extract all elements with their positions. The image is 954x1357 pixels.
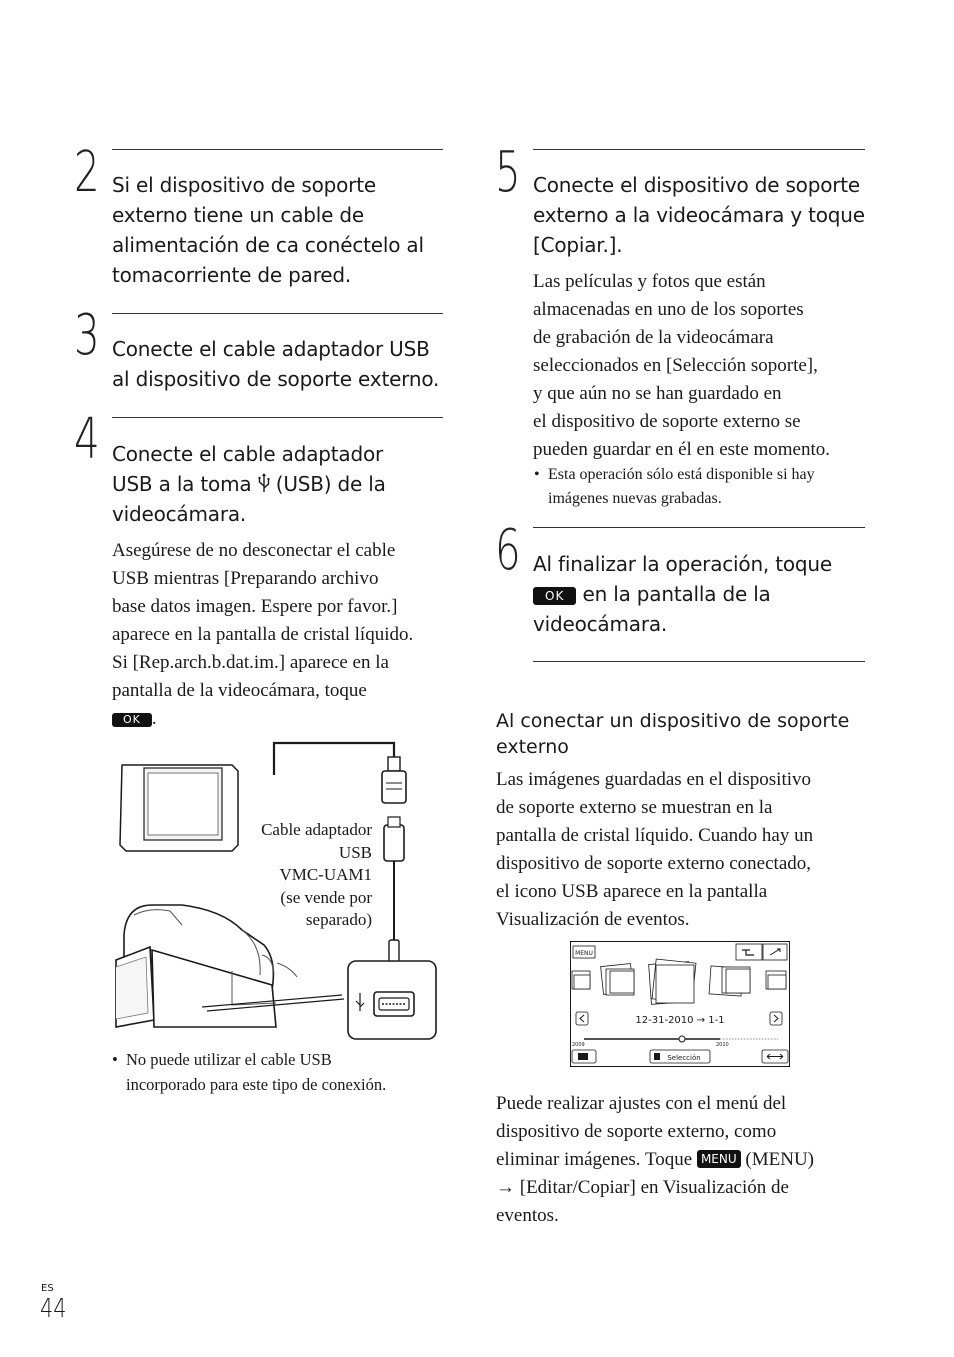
step2-heading: Si el dispositivo de soporte externo tiene un cable de alimentación de ca conéctelo al tomacorriente de pared. (112, 173, 424, 287)
bullet: • (534, 466, 540, 483)
prev-event-button (576, 1012, 588, 1025)
step4-note: • No puede utilizar el cable USB incorporado para este tipo de conexión. (126, 1047, 456, 1097)
cable-caption: Cable adaptador USB VMC-UAM1 (se vende por separado) (261, 820, 372, 929)
step3-heading: Conecte el cable adaptador USB al dispositivo de soporte externo. (112, 337, 440, 391)
step5-heading: Conecte el dispositivo de soporte externo a la videocámara y toque [Copiar.]. (533, 173, 865, 257)
external-drive (120, 765, 238, 851)
step4-heading: Conecte el cable adaptador USB a la toma (USB) de la videocámara. (112, 442, 386, 526)
step6-heading: Al finalizar la operación, toque OK en la pantalla de la videocámara. (533, 552, 832, 636)
section-subhead: Al conectar un dispositivo de soporte externo (496, 710, 850, 758)
step5-number: 5 (495, 140, 521, 205)
page-number: 44 (40, 1294, 67, 1324)
step3-rule (112, 313, 443, 314)
menu-button-icon: MENU (697, 1150, 741, 1168)
page-language-code: ES (41, 1283, 54, 1294)
screen-menu-label: MENU (575, 950, 593, 957)
usb-plug (382, 757, 406, 974)
ok-button-icon: OK (112, 713, 152, 727)
step6-end-rule (533, 661, 865, 662)
usb-icon (258, 473, 270, 493)
next-event-button (770, 1012, 782, 1025)
step3-number: 3 (74, 303, 100, 368)
timeline-start-year: 2009 (572, 1042, 585, 1048)
step4-body: Asegúrese de no desconectar el cable USB mientras [Preparando archivo base datos imagen. Espere por favor.] aparece en la pantalla de cristal líquido. Si [Rep.arch.b.dat.im.] aparece en la pantalla de la videocámara, toque OK . (112, 540, 414, 729)
step5-note: • Esta operación sólo está disponible si hay imágenes nuevas grabadas. (548, 463, 868, 511)
step6-number: 6 (495, 518, 521, 583)
screen-date-range: 12-31-2010 → 1-1 (635, 1015, 725, 1026)
step2-number: 2 (74, 140, 100, 205)
section-para2: Puede realizar ajustes con el menú del dispositivo de soporte externo, como eliminar imágenes. Toque MENU (MENU) → [Editar/Copiar] en Visualización de eventos. (496, 1093, 814, 1226)
step4-rule (112, 417, 443, 418)
step4-number: 4 (74, 407, 100, 472)
section-para1: Las imágenes guardadas en el dispositivo de soporte externo se muestran en la pantalla de cristal líquido. Cuando hay un dispositivo de soporte externo conectado, el icono USB aparece en la pantalla Visualización de eventos. (496, 769, 814, 930)
step2-rule (112, 149, 443, 150)
step6-rule (533, 527, 865, 528)
bullet: • (112, 1050, 118, 1069)
event-view-screen (570, 941, 790, 1067)
ok-button-icon: OK (533, 587, 576, 605)
screen-seleccion-label: Selección (667, 1054, 701, 1062)
step5-body: Las películas y fotos que están almacenadas en uno de los soportes de grabación de la videocámara seleccionados en [Selección soporte], y que aún no se han guardado en el dispositivo de soporte externo se pueden guardar en él en este momento. (533, 271, 831, 460)
step5-rule (533, 149, 865, 150)
timeline-end-year: 2010 (716, 1042, 729, 1048)
